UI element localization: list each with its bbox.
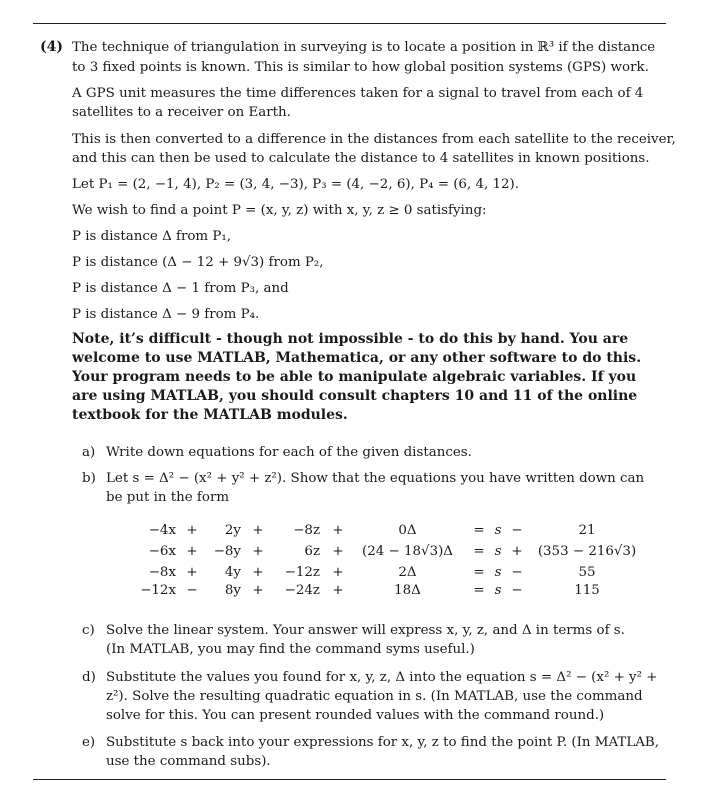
rhs-constant: (353 − 216√3) [537, 544, 637, 559]
condition-item: P is distance (Δ − 12 + 9√3) from P₂, [72, 255, 324, 270]
part-line: (In MATLAB, you may find the command syms useful.) [106, 642, 475, 657]
coef-x: −8x [148, 565, 176, 580]
operator: + [332, 523, 344, 538]
part-line: solve for this. You can present rounded values with the command round.) [106, 708, 605, 723]
coef-z: −8z [293, 523, 320, 538]
operator: + [332, 583, 344, 598]
equals-sign: = [473, 523, 485, 538]
coef-y: 8y [224, 583, 241, 598]
s-variable: s [494, 523, 502, 538]
operator: − [511, 583, 523, 598]
equals-sign: = [473, 544, 485, 559]
equals-sign: = [473, 565, 485, 580]
condition-item: P is distance Δ − 1 from P₃, and [72, 281, 289, 296]
coef-z: −24z [284, 583, 320, 598]
coef-x: −6x [148, 544, 176, 559]
part-line: Let s = Δ² − (x² + y² + z²). Show that the equations you have written down can [106, 471, 645, 486]
points-definition: Let P₁ = (2, −1, 4), P₂ = (3, 4, −3), P₃ = (4, −2, 6), P₄ = (6, 4, 12). [72, 177, 520, 192]
wish-statement: We wish to find a point P = (x, y, z) with x, y, z ≥ 0 satisfying: [72, 203, 487, 218]
note-line: textbook for the MATLAB modules. [72, 407, 348, 423]
condition-item: P is distance Δ from P₁, [72, 229, 232, 244]
part-line: Substitute the values you found for x, y, z, Δ into the equation s = Δ² − (x² + y² + [106, 670, 658, 685]
rhs-constant: 21 [578, 523, 596, 538]
intro-line: to 3 fixed points is known. This is similar to how global position systems (GPS) work. [72, 60, 649, 75]
part-label: e) [82, 735, 96, 750]
part-line: Solve the linear system. Your answer will express x, y, z, and Δ in terms of s. [106, 623, 625, 638]
part-line: z²). Solve the resulting quadratic equation in s. (In MATLAB, use the command [106, 689, 643, 704]
note-line: Note, it’s difficult - though not impossible - to do this by hand. You are [72, 331, 629, 347]
note-line: Your program needs to be able to manipulate algebraic variables. If you [72, 369, 637, 385]
part-label: d) [82, 670, 96, 685]
operator: + [252, 523, 264, 538]
coef-z: 6z [304, 544, 320, 559]
coef-y: 2y [224, 523, 241, 538]
s-variable: s [494, 544, 502, 559]
coef-z: −12z [284, 565, 320, 580]
top-rule [33, 23, 666, 24]
problem-number: (4) [40, 39, 63, 55]
note-line: are using MATLAB, you should consult chapters 10 and 11 of the online [72, 388, 638, 404]
convert-line: This is then converted to a difference in the distances from each satellite to the receiver, [72, 132, 676, 147]
bottom-rule [33, 779, 666, 780]
coef-y: −8y [213, 544, 241, 559]
part-line: be put in the form [106, 490, 230, 505]
convert-line: and this can then be used to calculate the distance to 4 satellites in known positions. [72, 151, 650, 166]
part-line: Write down equations for each of the given distances. [106, 445, 472, 460]
operator: − [511, 523, 523, 538]
operator: + [252, 565, 264, 580]
operator: − [186, 583, 198, 598]
condition-item: P is distance Δ − 9 from P₄. [72, 307, 260, 322]
operator: − [511, 565, 523, 580]
rhs-constant: 115 [574, 583, 600, 598]
coef-delta: 18Δ [394, 583, 421, 598]
part-label: c) [82, 623, 95, 638]
s-variable: s [494, 565, 502, 580]
part-label: b) [82, 471, 96, 486]
operator: + [252, 583, 264, 598]
gps-line: satellites to a receiver on Earth. [72, 105, 291, 120]
coef-delta: 0Δ [398, 523, 417, 538]
s-variable: s [494, 583, 502, 598]
operator: + [186, 565, 198, 580]
operator: + [186, 523, 198, 538]
operator: + [511, 544, 523, 559]
operator: + [186, 544, 198, 559]
coef-x: −12x [140, 583, 176, 598]
part-line: use the command subs). [106, 754, 271, 769]
part-line: Substitute s back into your expressions for x, y, z to find the point P. (In MATLAB, [106, 735, 659, 750]
intro-line: The technique of triangulation in surveying is to locate a position in ℝ³ if the distance [72, 40, 656, 55]
gps-line: A GPS unit measures the time differences taken for a signal to travel from each of 4 [72, 86, 644, 101]
operator: + [332, 544, 344, 559]
operator: + [252, 544, 264, 559]
coef-delta: (24 − 18√3)Δ [362, 544, 453, 559]
coef-y: 4y [224, 565, 241, 580]
rhs-constant: 55 [578, 565, 596, 580]
part-label: a) [82, 445, 96, 460]
note-line: welcome to use MATLAB, Mathematica, or any other software to do this. [72, 350, 642, 366]
operator: + [332, 565, 344, 580]
equals-sign: = [473, 583, 485, 598]
coef-delta: 2Δ [398, 565, 417, 580]
coef-x: −4x [148, 523, 176, 538]
